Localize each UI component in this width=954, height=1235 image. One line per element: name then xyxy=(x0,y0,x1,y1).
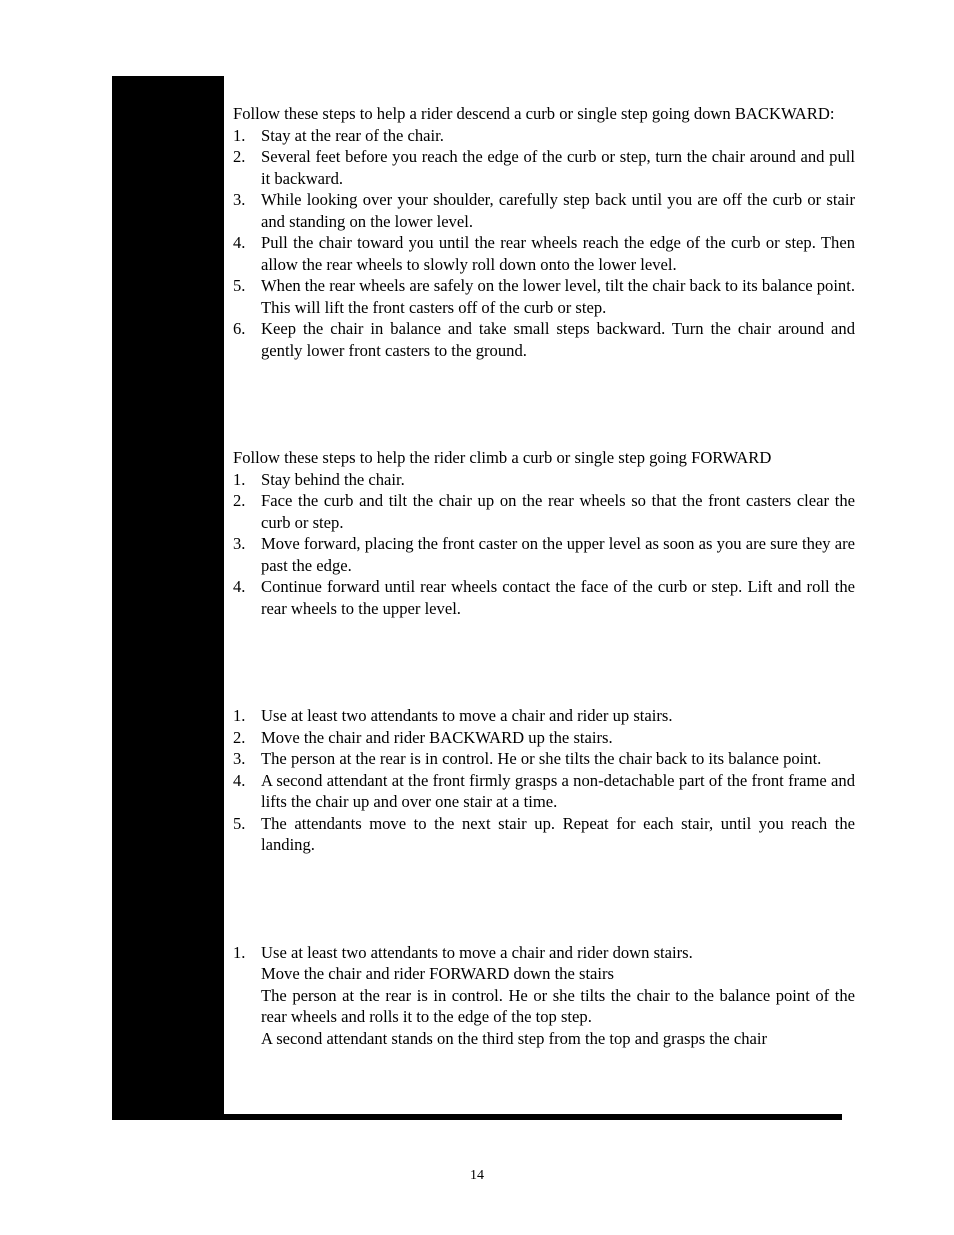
black-side-bar xyxy=(112,76,224,1120)
step-list xyxy=(233,705,855,856)
step-text: Use at least two attendants to move a chair and rider up stairs. xyxy=(261,706,673,725)
step-text: Move the chair and rider BACKWARD up the stairs. xyxy=(261,727,613,747)
page-content xyxy=(233,103,855,1049)
list-item xyxy=(233,1028,855,1050)
step-list xyxy=(233,125,855,362)
step-number: 1. xyxy=(233,942,246,962)
list-item xyxy=(233,770,855,813)
step-number: 3. xyxy=(233,749,246,768)
step-number: 2. xyxy=(233,727,246,747)
section-up-stairs xyxy=(233,705,855,856)
step-number: 5. xyxy=(233,813,246,833)
step-text: Several feet before you reach the edge of the curb or step, turn the chair around and pull it backward. xyxy=(261,147,855,188)
step-number: 1. xyxy=(233,706,246,725)
list-item xyxy=(233,705,855,727)
step-text: The attendants move to the next stair up. Repeat for each stair, until you reach the landing. xyxy=(261,813,855,854)
list-item xyxy=(233,469,855,491)
list-item xyxy=(233,813,855,856)
step-number: 1. xyxy=(233,469,246,489)
step-text: The person at the rear is in control. He or she tilts the chair back to its balance point. xyxy=(261,749,822,768)
section-intro: Follow these steps to help a rider descend a curb or single step going down BACKWARD: xyxy=(233,104,835,123)
step-number: 2. xyxy=(233,147,246,166)
step-text: A second attendant at the front firmly grasps a non-detachable part of the front frame and lifts the chair up and over one stair at a time. xyxy=(261,770,855,811)
section-climb-forward xyxy=(233,447,855,619)
list-item xyxy=(233,125,855,147)
step-text: Move forward, placing the front caster on the upper level as soon as you are sure they are past the edge. xyxy=(261,534,855,575)
list-item xyxy=(233,748,855,770)
step-list xyxy=(233,469,855,620)
list-item xyxy=(233,727,855,749)
step-number: 4. xyxy=(233,577,246,596)
step-number: 4. xyxy=(233,770,246,790)
list-item xyxy=(233,232,855,275)
step-number: 3. xyxy=(233,190,246,209)
list-item xyxy=(233,985,855,1028)
step-text: Stay behind the chair. xyxy=(261,469,405,489)
page-number: 14 xyxy=(470,1168,484,1183)
step-number: 1. xyxy=(233,125,246,145)
section-down-stairs xyxy=(233,942,855,1050)
step-list xyxy=(233,942,855,1050)
list-item xyxy=(233,533,855,576)
step-number: 5. xyxy=(233,276,246,295)
step-text: Face the curb and tilt the chair up on the rear wheels so that the front casters clear the curb or step. xyxy=(261,491,855,532)
list-item xyxy=(233,576,855,619)
step-text: Stay at the rear of the chair. xyxy=(261,125,444,145)
step-number: 3. xyxy=(233,534,246,553)
step-number: 2. xyxy=(233,491,246,510)
step-text: Use at least two attendants to move a chair and rider down stairs. xyxy=(261,942,693,962)
list-item xyxy=(233,318,855,361)
step-text: Keep the chair in balance and take small steps backward. Turn the chair around and gently lower front casters to the ground. xyxy=(261,319,855,360)
step-text: Pull the chair toward you until the rear wheels reach the edge of the curb or step. Then allow the rear wheels to slowly roll down onto the lower level. xyxy=(261,233,855,274)
list-item xyxy=(233,189,855,232)
section-descend-backward xyxy=(233,103,855,361)
step-text: A second attendant stands on the third step from the top and grasps the chair xyxy=(261,1028,767,1048)
bottom-rule xyxy=(112,1114,842,1120)
step-text: Continue forward until rear wheels contact the face of the curb or step. Lift and roll the rear wheels to the upper level. xyxy=(261,577,855,618)
step-text: The person at the rear is in control. He or she tilts the chair to the balance point of the rear wheels and rolls it to the edge of the top step. xyxy=(261,985,855,1026)
step-text: When the rear wheels are safely on the lower level, tilt the chair back to its balance point. This will lift the front casters off of the curb or step. xyxy=(261,276,855,317)
list-item xyxy=(233,275,855,318)
list-item xyxy=(233,146,855,189)
step-number: 4. xyxy=(233,233,246,252)
list-item xyxy=(233,942,855,964)
step-text: Move the chair and rider FORWARD down the stairs xyxy=(261,964,615,983)
step-number: 6. xyxy=(233,319,246,338)
step-text: While looking over your shoulder, carefully step back until you are off the curb or stair and standing on the lower level. xyxy=(261,190,855,231)
section-intro: Follow these steps to help the rider climb a curb or single step going FORWARD xyxy=(233,448,772,467)
list-item xyxy=(233,963,855,985)
list-item xyxy=(233,490,855,533)
